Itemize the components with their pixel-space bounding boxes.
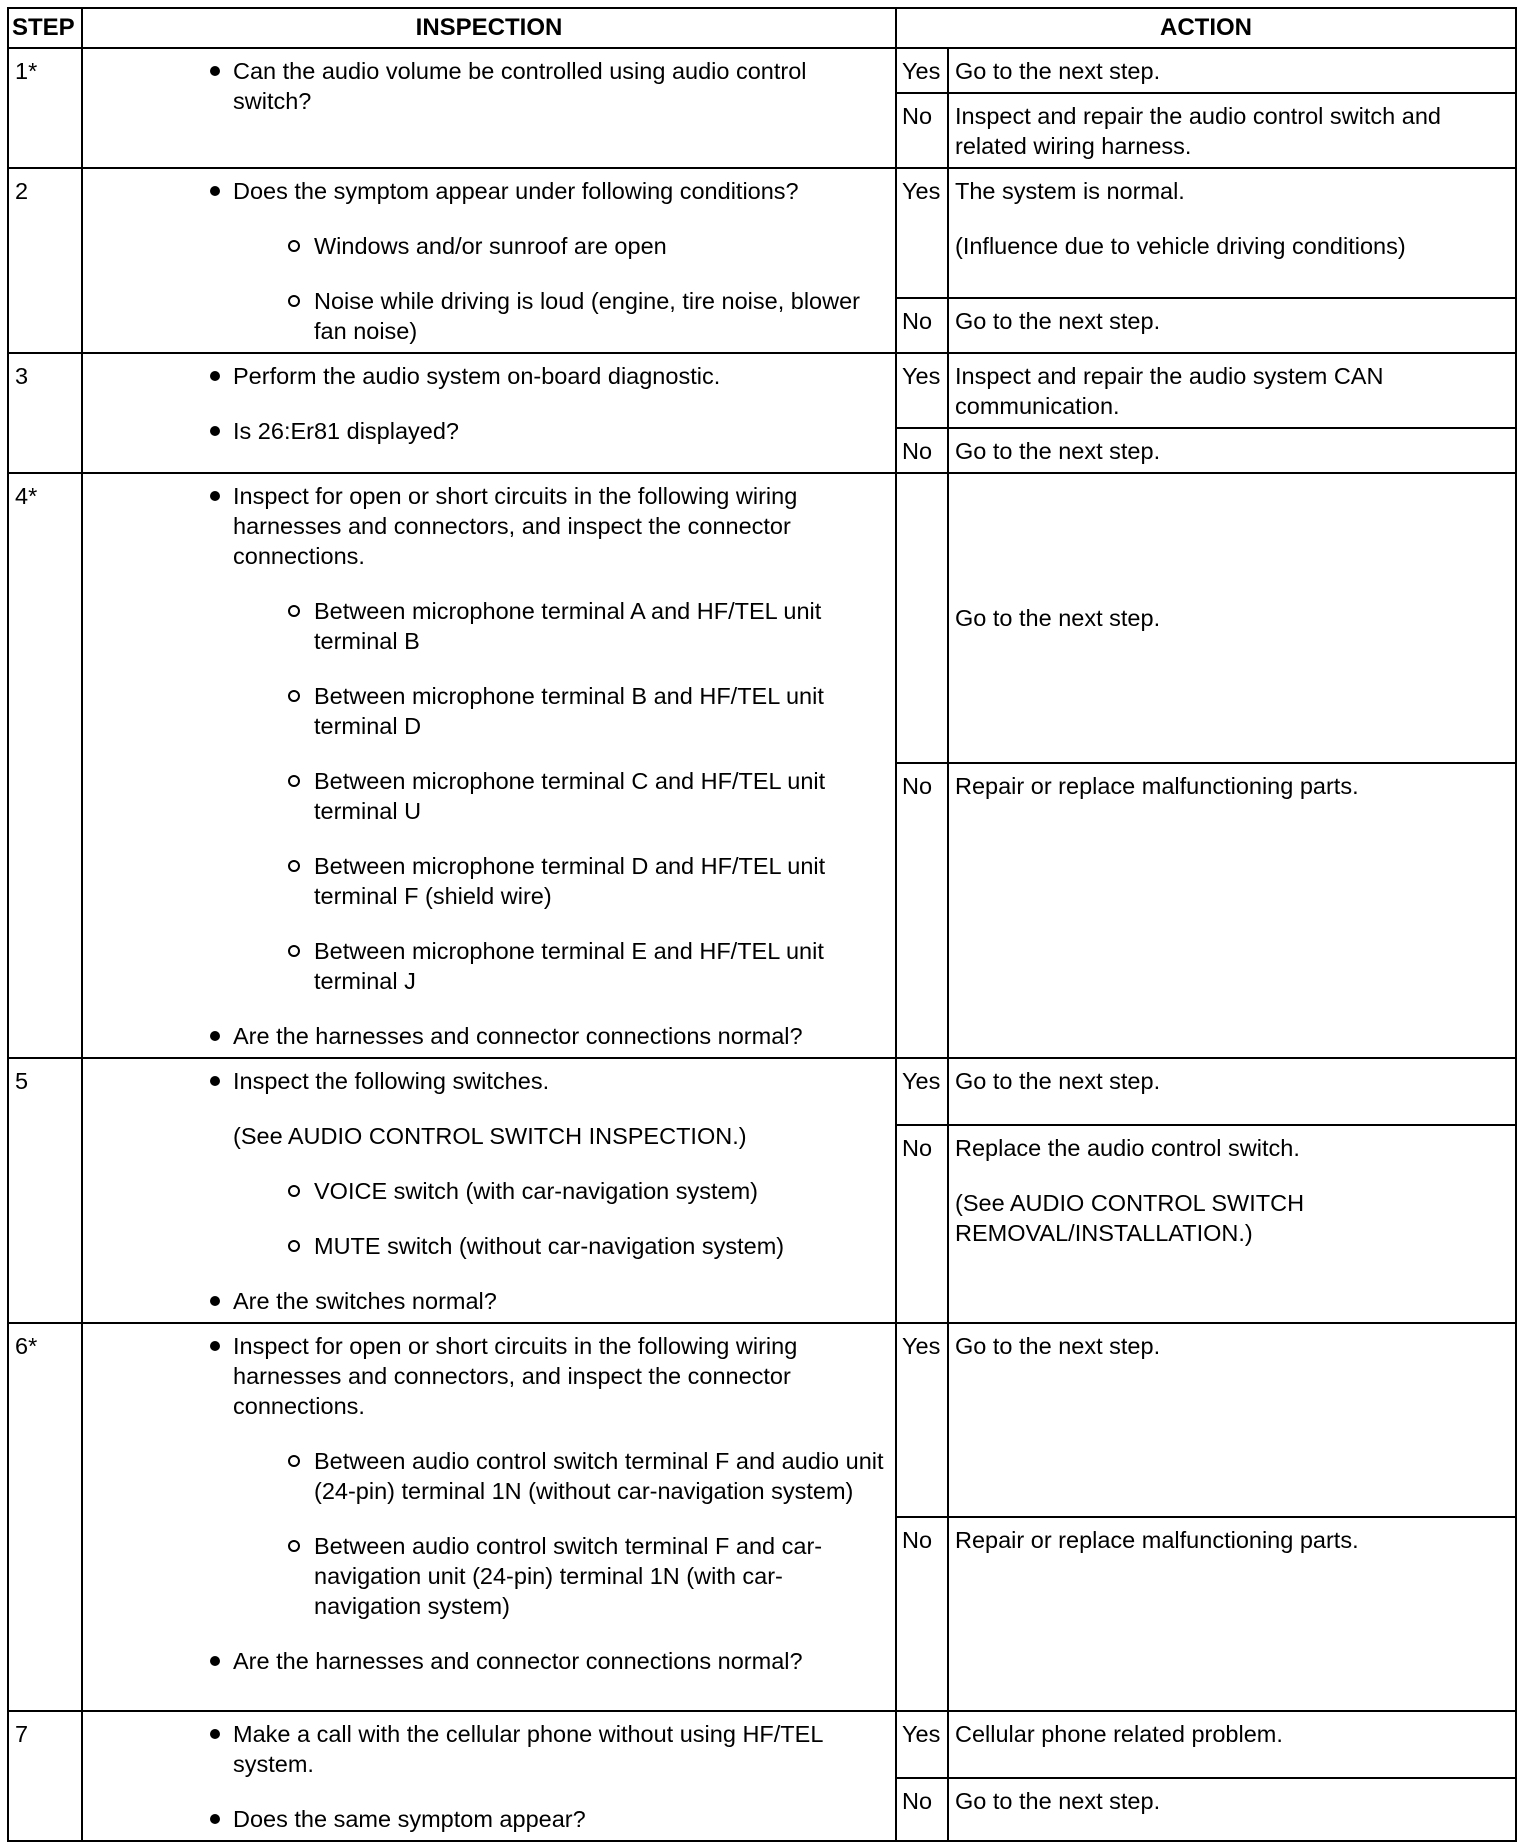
no-action	[948, 298, 1516, 353]
step-2-inspection	[82, 168, 896, 353]
step-number: 3	[8, 353, 82, 473]
action-text: Replace the audio control switch.	[955, 1134, 1300, 1161]
no-label: No	[896, 1778, 948, 1841]
header-inspection: INSPECTION	[82, 8, 896, 48]
action-text: Go to the next step.	[955, 1333, 1161, 1359]
step-number: 1*	[8, 48, 82, 168]
step-number: 2	[8, 168, 82, 353]
bullet-item: Does the symptom appear under following conditions?	[83, 176, 889, 206]
sub-bullet-item: Between microphone terminal D and HF/TEL unit terminal F (shield wire)	[83, 851, 889, 911]
yes-label: Yes	[896, 1323, 948, 1517]
bullet-item: Inspect for open or short circuits in the following wiring harnesses and connectors, and inspect the connector connections.	[83, 481, 889, 571]
header-row	[8, 8, 1516, 48]
action-text: Go to the next step.	[955, 58, 1161, 84]
step-number: 5	[8, 1058, 82, 1323]
sub-bullet-item: Between audio control switch terminal F and car-navigation unit (24-pin) terminal 1N (with car-navigation system)	[83, 1531, 889, 1621]
step-2-yes-row	[8, 168, 1516, 298]
step-3-yes-row	[8, 353, 1516, 428]
sub-bullet-item: VOICE switch (with car-navigation system)	[83, 1176, 889, 1206]
yes-action	[948, 353, 1516, 428]
sub-bullet-item: Between audio control switch terminal F and audio unit (24-pin) terminal 1N (without car-navigation system)	[83, 1446, 889, 1506]
bullet-item: Are the harnesses and connector connections normal?	[83, 1646, 889, 1676]
yes-action	[948, 168, 1516, 298]
action-text: Inspect and repair the audio control switch and related wiring harness.	[955, 103, 1441, 159]
sub-bullet-item: Between microphone terminal A and HF/TEL unit terminal B	[83, 596, 889, 656]
action-text: Go to the next step.	[955, 438, 1161, 464]
header-action: ACTION	[896, 8, 1516, 48]
troubleshooting-table	[7, 7, 1517, 1842]
action-note: (See AUDIO CONTROL SWITCH REMOVAL/INSTALLATION.)	[955, 1189, 1305, 1246]
no-label: No	[896, 298, 948, 353]
no-action	[948, 428, 1516, 473]
action-text: Go to the next step.	[955, 605, 1161, 632]
yes-label: Yes	[896, 168, 948, 298]
action-text: Cellular phone related problem.	[955, 1721, 1283, 1747]
action-text: Go to the next step.	[955, 1068, 1161, 1094]
bullet-item: Are the harnesses and connector connections normal?	[83, 1021, 889, 1051]
yes-action	[948, 473, 1516, 763]
sub-bullet-item: Windows and/or sunroof are open	[83, 231, 889, 261]
no-label: No	[896, 1517, 948, 1711]
step-1-yes-row	[8, 48, 1516, 93]
sub-bullet-item: Noise while driving is loud (engine, tire noise, blower fan noise)	[83, 286, 889, 346]
sub-bullet-item: Between microphone terminal B and HF/TEL unit terminal D	[83, 681, 889, 741]
reference-note: (See AUDIO CONTROL SWITCH INSPECTION.)	[233, 1123, 747, 1149]
action-text: Repair or replace malfunctioning parts.	[955, 772, 1359, 799]
no-label: No	[896, 763, 948, 1058]
bullet-item: Inspect the following switches.	[83, 1066, 889, 1096]
action-text: Go to the next step.	[955, 308, 1161, 335]
bullet-item: Are the switches normal?	[83, 1286, 889, 1316]
sub-bullet-item: Between microphone terminal C and HF/TEL unit terminal U	[83, 766, 889, 826]
no-action	[948, 1125, 1516, 1323]
step-4-yes-row	[8, 473, 1516, 763]
step-5-inspection	[82, 1058, 896, 1323]
yes-cell-empty	[896, 473, 948, 763]
step-4-inspection	[82, 473, 896, 1058]
header-step: STEP	[8, 8, 82, 48]
yes-label: Yes	[896, 1058, 948, 1125]
step-1-inspection	[82, 48, 896, 168]
step-7-yes-row	[8, 1711, 1516, 1778]
action-text: Inspect and repair the audio system CAN communication.	[955, 363, 1384, 419]
step-number: 7	[8, 1711, 82, 1841]
step-7-inspection	[82, 1711, 896, 1841]
step-number: 4*	[8, 473, 82, 1058]
no-action	[948, 763, 1516, 1058]
yes-action	[948, 1323, 1516, 1517]
step-3-inspection	[82, 353, 896, 473]
action-text: The system is normal.	[955, 178, 1185, 204]
action-text: Repair or replace malfunctioning parts.	[955, 1527, 1359, 1553]
bullet-item: Make a call with the cellular phone without using HF/TEL system.	[83, 1719, 889, 1779]
no-action	[948, 1778, 1516, 1841]
bullet-item: Does the same symptom appear?	[83, 1804, 889, 1834]
yes-action	[948, 1711, 1516, 1778]
action-note: (Influence due to vehicle driving conditions)	[955, 233, 1406, 259]
no-label: No	[896, 93, 948, 168]
sub-bullet-item: Between microphone terminal E and HF/TEL unit terminal J	[83, 936, 889, 996]
yes-label: Yes	[896, 1711, 948, 1778]
no-label: No	[896, 428, 948, 473]
bullet-item: Is 26:Er81 displayed?	[83, 416, 889, 446]
step-6-inspection	[82, 1323, 896, 1711]
yes-action	[948, 48, 1516, 93]
yes-label: Yes	[896, 48, 948, 93]
action-text: Go to the next step.	[955, 1788, 1161, 1815]
step-5-yes-row	[8, 1058, 1516, 1125]
step-6-yes-row	[8, 1323, 1516, 1517]
sub-bullet-item: MUTE switch (without car-navigation system)	[83, 1231, 889, 1261]
step-number: 6*	[8, 1323, 82, 1711]
yes-label: Yes	[896, 353, 948, 428]
no-action	[948, 93, 1516, 168]
bullet-item: Perform the audio system on-board diagnostic.	[83, 361, 889, 391]
no-label: No	[896, 1125, 948, 1323]
bullet-item: Can the audio volume be controlled using audio control switch?	[83, 56, 889, 116]
yes-action	[948, 1058, 1516, 1125]
bullet-item: Inspect for open or short circuits in the following wiring harnesses and connectors, and inspect the connector connections.	[83, 1331, 889, 1421]
no-action	[948, 1517, 1516, 1711]
